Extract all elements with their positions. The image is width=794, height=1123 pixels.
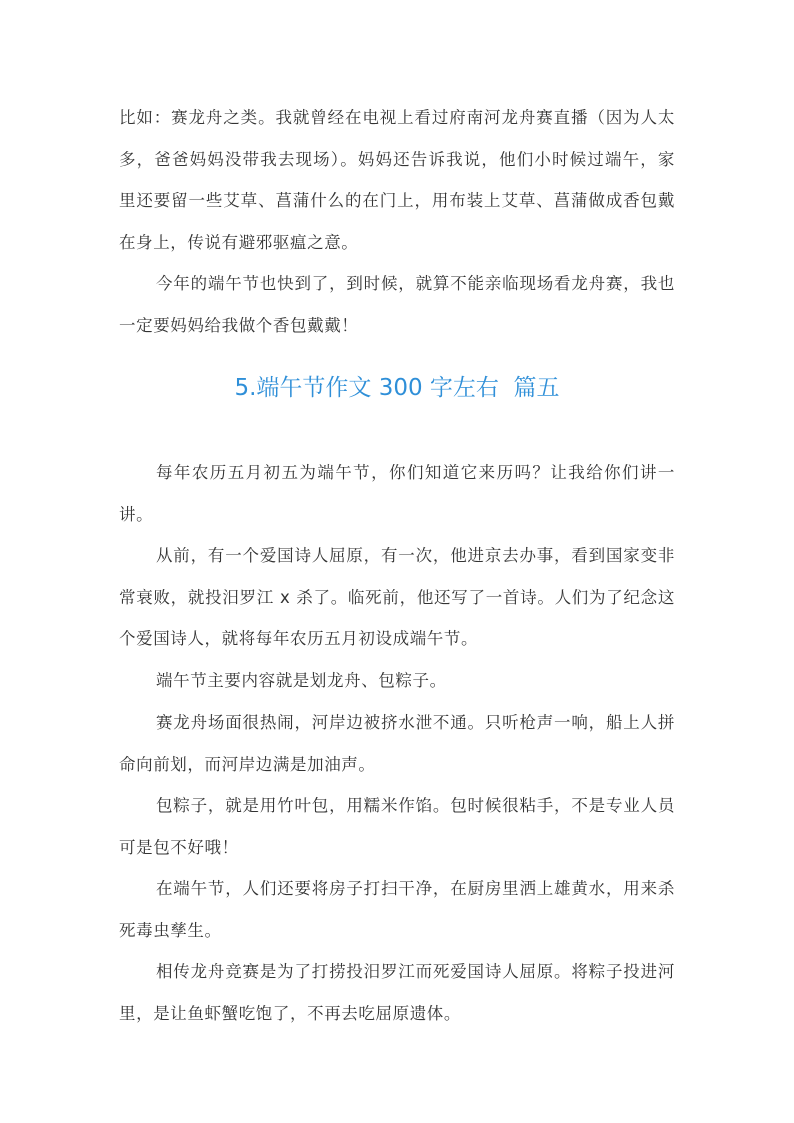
paragraph-9: 相传龙舟竞赛是为了打捞投汨罗江而死爱国诗人屈原。将粽子投进河里，是让鱼虾蟹吃饱了，不再去吃屈原遗体。 (119, 962, 675, 1023)
paragraph-6: 赛龙舟场面很热闹，河岸边被挤水泄不通。只听枪声一响，船上人拼命向前划，而河岸边满是加油声。 (119, 713, 675, 774)
paragraph-8: 在端午节，人们还要将房子打扫干净，在厨房里洒上雄黄水，用来杀死毒虫孳生。 (119, 879, 675, 940)
paragraph-7: 包粽子，就是用竹叶包，用糯米作馅。包时候很粘手，不是专业人员可是包不好哦！ (119, 796, 675, 857)
paragraph-5: 端午节主要内容就是划龙舟、包粽子。 (156, 671, 447, 690)
paragraph-2: 今年的端午节也快到了，到时候，就算不能亲临现场看龙舟赛，我也一定要妈妈给我做个香包戴戴！ (119, 274, 675, 335)
paragraph-4: 从前，有一个爱国诗人屈原，有一次，他进京去办事，看到国家变非常衰败，就投汨罗江 x 杀了。临死前，他还写了一首诗。人们为了纪念这个爱国诗人，就将每年农历五月初设成端午节。 (119, 546, 675, 648)
paragraph-3: 每年农历五月初五为端午节，你们知道它来历吗？让我给你们讲一讲。 (119, 463, 675, 524)
paragraph-continued: 比如：赛龙舟之类。我就曾经在电视上看过府南河龙舟赛直播（因为人太多，爸爸妈妈没带我去现场）。妈妈还告诉我说，他们小时候过端午，家里还要留一些艾草、菖蒲什么的在门上，用布装上艾草、菖蒲做成香包戴在身上，传说有避邪驱瘟之意。 (119, 108, 675, 252)
section-heading: 5.端午节作文 300 字左右 篇五 (234, 375, 560, 401)
